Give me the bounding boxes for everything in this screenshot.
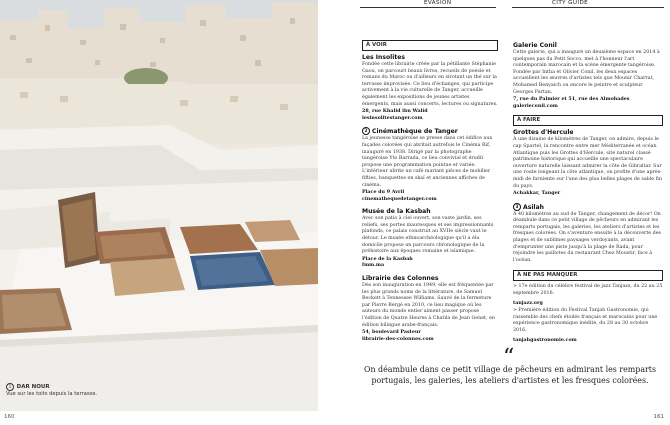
entry-number: 3 xyxy=(513,203,521,211)
rooftop-image xyxy=(0,0,318,411)
top-rule-right xyxy=(512,7,664,8)
pullquote-text: On déambule dans ce petit village de pêcheurs en admirant les remparts portugais, les galeries, les ateliers d'artistes et les fresques colorées. xyxy=(363,365,657,385)
entry-grottes-hercule xyxy=(513,129,663,196)
section-tag-a-ne-pas-manquer: À NE PAS MANQUER xyxy=(513,270,663,281)
section-tag-a-faire: À FAIRE xyxy=(513,115,663,126)
entry-body: Fondée cette librairie créée par la pétillante Stéphanie Gaou, on parcourt beaux livres, recueils de poésie et romans du Maroc ou d'ailleurs en sirotant un thé sur la terrasse improvisée. Ce lieu d'échanges, qui participe activement à la vie culturelle de Tanger, accueille également les expositions de jeunes artistes émergents, mais aussi concerts, lectures ou signatures. xyxy=(362,62,498,107)
entry-les-insolites xyxy=(362,54,498,121)
caption-number: 1 xyxy=(6,383,14,391)
caption-title: DAR NOUR xyxy=(16,384,50,390)
caption-text: Vue sur les toits depuis la terrasse. xyxy=(6,391,98,397)
entry-body: À 40 kilomètres au sud de Tanger, changement de décor! On déambule dans ce petit village de pêcheurs en admirant les remparts portugais, les galeries, les ateliers d'artistes et les fresques colorées. On s'aventure ensuite à la découverte des plages et de sublimes paysages verdoyants, avant d'emprunter une piste jusqu'à la plage de Rada, pour rejoindre les paillotes du restaurant Chez Moustir, face à l'océan. xyxy=(513,211,662,263)
running-head-guide: CITY GUIDE xyxy=(552,0,589,6)
entry-title xyxy=(513,203,663,212)
entry-body: Dès son inauguration en 1949, elle est fréquentée par les plus grands noms de la littérature, de Samuel Beckett à Tennessee Williams. Sauvé de la fermeture par Pierre Bergé en 2010, ce lieu magique où les auteurs du monde entier aiment passer propose l'édition de Quatre Heures à Chatila de Jean Genet, en édition bilingue arabe-français. xyxy=(362,283,495,328)
entry-title-text: Asilah xyxy=(523,203,544,211)
entry-address: Achakkar, Tanger xyxy=(513,190,561,197)
column-right xyxy=(513,40,663,345)
entry-librairie-colonnes xyxy=(362,275,498,342)
entry-address: Place du 9 Avril xyxy=(362,189,405,196)
entry-body: La jeunesse tangéroise se presse dans cet édifice aux façades colorées qui abritait autrefois le Cinéma Rif, inauguré en 1938. Dirigé par la photographe tangéroise Yto Barrada, ce lieu convivial et érudit propose une programmation pointue et variée. L'intérieur abrite un café mariant pièces de mobilier fifties, banquettes en skaï et anciennes affiches de cinéma. xyxy=(362,136,493,188)
entry-title: Les Insolites xyxy=(362,54,406,61)
entry-body: Cette galerie, qui a inauguré un deuxième espace en 2014 à quelques pas du Petit Socco, met à l'honneur l'art contemporain marocain et la scène émergente tangéroise. Fondée par Intha et Olivier Conil, les deux espaces accueillent les œuvres d'artistes tels que Mounir Charrat, Mohamed Benyaich ou encore le peintre et sculpteur Georges Partan. xyxy=(513,50,660,95)
event-tanjazz-website[interactable]: tanjazz.org xyxy=(513,299,543,306)
entry-title-text: Cinémathèque de Tanger xyxy=(372,128,458,136)
entry-asilah xyxy=(513,203,663,265)
running-head-section: ÉVASION xyxy=(424,0,452,6)
entry-title xyxy=(362,127,498,136)
entry-address: 54, boulevard Pasteur xyxy=(362,329,421,336)
entry-musee-kasbah xyxy=(362,208,498,269)
dar-nour-photo xyxy=(0,0,318,411)
entry-address: 7, rue du Palmier et 51, rue des Almohades xyxy=(513,96,630,103)
entry-website[interactable]: fmm.ma xyxy=(362,262,385,269)
entry-website[interactable]: galerieconil.com xyxy=(513,102,558,109)
photo-caption xyxy=(6,383,126,398)
entry-address: Place de la Kasbah xyxy=(362,255,413,262)
entry-body: À une dizaine de kilomètres de Tanger, on admire, depuis le cap Spartel, la rencontre entre mer Méditerranée et océan Atlantique puis les Grottes d'Hercule, site naturel classé patrimoine historique qui accueille une spectaculaire ouverture naturelle laissant admirer la côte de Gibraltar. Sur une route longeant la côte atlantique, on profite d'une après-midi de farniente sur l'une des plus belles plages de sable fin du pays. xyxy=(513,137,662,189)
folio-right: 161 xyxy=(653,414,664,420)
entry-title: Grottes d'Hercule xyxy=(513,129,574,137)
entry-website[interactable]: cinemathequedetanger.com xyxy=(362,195,437,202)
event-gastronomie-website[interactable]: tanjahgastronomie.com xyxy=(513,336,577,343)
section-tag-a-voir: À VOIR xyxy=(362,40,498,51)
entry-galerie-conil xyxy=(513,42,663,109)
event-gastronomie: > Première édition du Festival Tanjah Gastronomie, qui rassemble des chefs étoilés français et marocains pour une expérience gastronomique inédite, du 28 au 30 octobre 2016. xyxy=(513,308,658,333)
event-tanjazz: > 17e édition du célèbre festival de jazz Tanjazz, du 22 au 25 septembre 2016. xyxy=(513,284,663,297)
entry-website[interactable]: lesinsolitestanger.com xyxy=(362,114,423,121)
entry-title: Galerie Conil xyxy=(513,42,557,49)
entry-body: Avec son patio à ciel ouvert, son vaste jardin, ses reliefs, ses portes mauresques et ses impressionnants plafonds, ce palais construit au XVIIe siècle vaut le détour. Le musée ethnoarchéologique qu'il a élu domicile propose un parcours chronologique de la préhistoire aux époques romaine et islamique. xyxy=(362,216,494,255)
entry-number: 2 xyxy=(362,127,370,135)
entry-address: 28, rue Khalid ibn Walid xyxy=(362,108,428,115)
top-rule-left xyxy=(360,7,496,8)
entry-title: Musée de la Kasbah xyxy=(362,208,431,216)
entry-title: Librairie des Colonnes xyxy=(362,275,439,283)
column-left xyxy=(362,40,498,348)
pullquote-mark: “ xyxy=(503,345,515,370)
folio-left: 160 xyxy=(4,414,15,420)
entry-website[interactable]: librairie-des-colonnes.com xyxy=(362,335,434,342)
entry-cinematheque xyxy=(362,127,498,202)
